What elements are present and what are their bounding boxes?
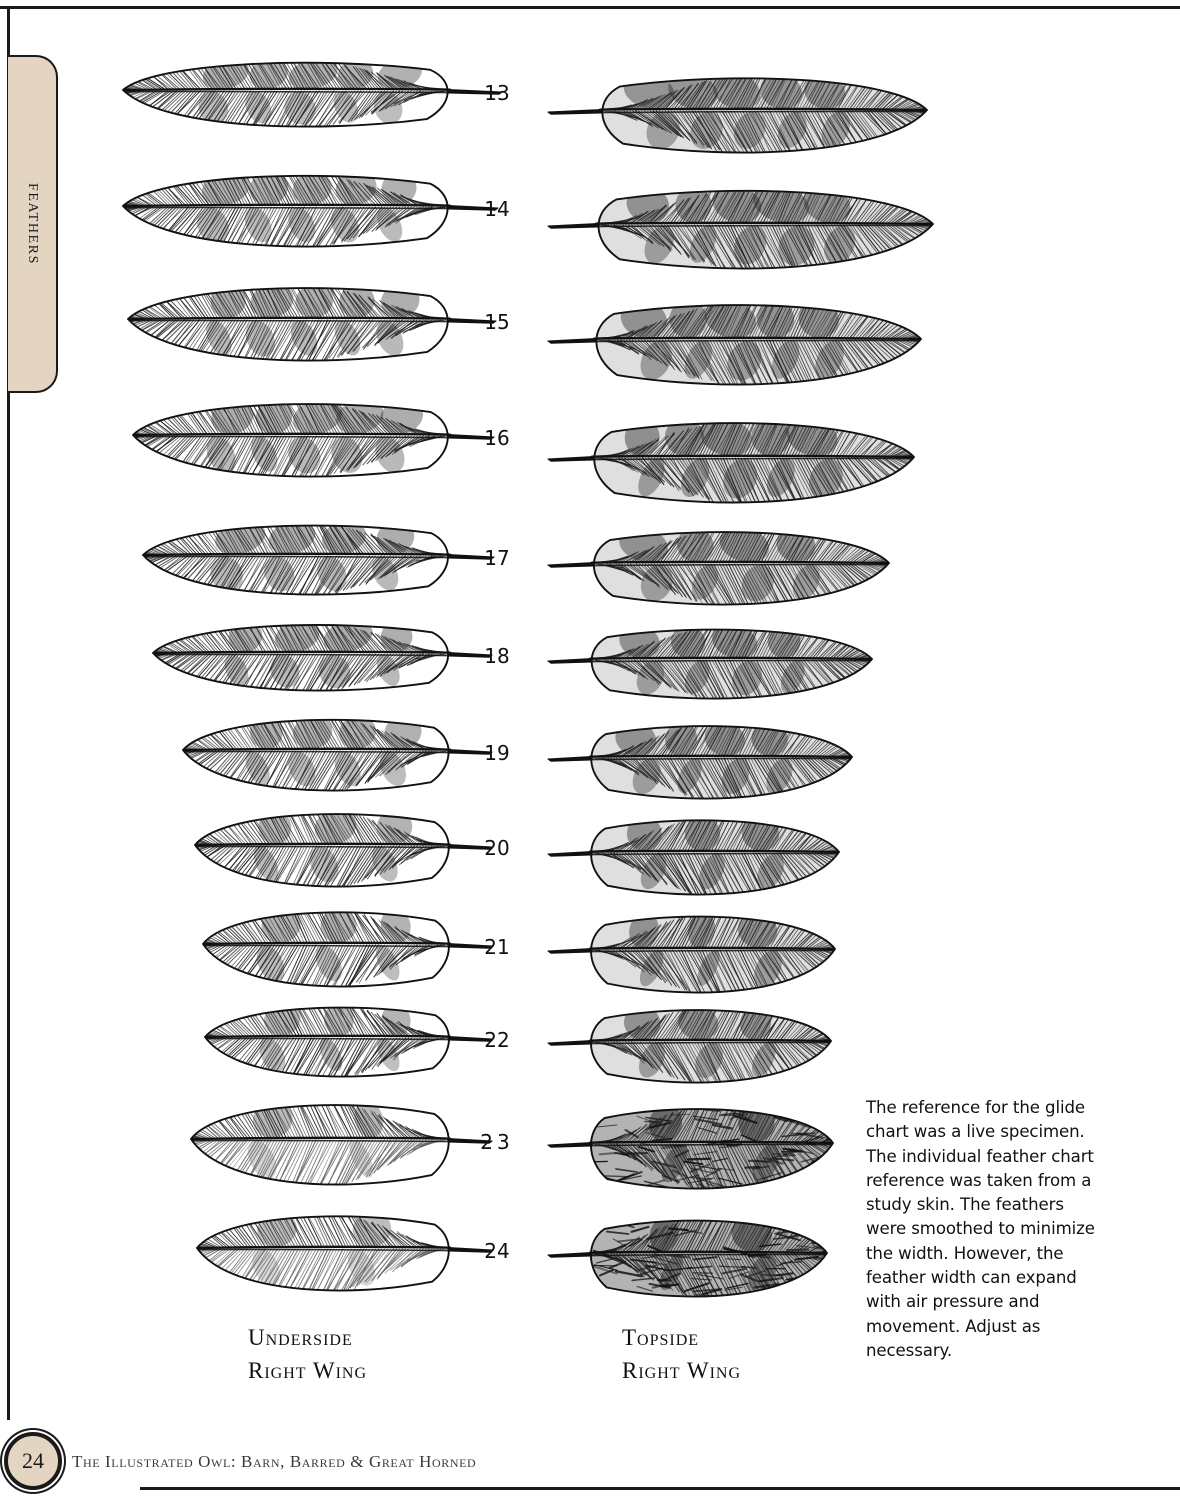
feather-number-13: 13: [484, 81, 510, 105]
feather-topside-24: [540, 1204, 830, 1307]
feather-topside-22: [540, 994, 834, 1093]
page-number-badge: [4, 1432, 62, 1490]
feather-number-17: 17: [484, 546, 510, 570]
section-tab-feathers[interactable]: [8, 55, 58, 393]
feather-underside-18: [150, 610, 500, 701]
feather-number-15: 15: [484, 310, 510, 334]
feather-underside-20: [192, 798, 500, 897]
feather-number-16: 16: [484, 426, 510, 450]
caption-topside-right-wing: [622, 1322, 741, 1387]
feather-underside-15: [125, 272, 504, 371]
feather-underside-24: [194, 1200, 500, 1301]
feather-underside-19: [180, 704, 500, 801]
feather-underside-17: [140, 510, 502, 605]
feather-underside-22: [202, 992, 500, 1087]
feather-number-18: 18: [484, 644, 510, 668]
feather-topside-18: [540, 614, 875, 709]
caption-underside-line1: Underside: [248, 1325, 353, 1350]
page-number: 24: [22, 1448, 44, 1473]
caption-underside-line2: Right Wing: [248, 1357, 368, 1383]
feather-topside-17: [540, 516, 892, 615]
caption-underside-right-wing: [248, 1322, 367, 1387]
page-border-top: [0, 6, 1180, 9]
feather-topside-20: [540, 804, 842, 905]
section-tab-label: FEATHERS: [25, 182, 41, 266]
feather-topside-23: [540, 1092, 836, 1199]
caption-topside-line1: Topside: [622, 1325, 700, 1350]
feather-number-20: 20: [484, 836, 510, 860]
feather-number-23: 23: [480, 1130, 514, 1154]
feather-number-14: 14: [484, 197, 510, 221]
feather-topside-21: [540, 900, 838, 1003]
feather-topside-19: [540, 710, 855, 809]
page-border-bottom: [140, 1487, 1180, 1490]
feather-number-19: 19: [484, 741, 510, 765]
reference-note: The reference for the glide chart was a live specimen. The individual feather chart reference was taken from a study skin. The feathers were smoothed to minimize the width. However, the feather width can expand with air pressure and movement. Adjust as necessary.: [866, 1098, 1095, 1360]
footer-book-title: The Illustrated Owl: Barn, Barred & Great Horned: [72, 1452, 477, 1471]
feather-chart: [110, 48, 950, 1328]
feather-topside-14: [540, 174, 936, 279]
feather-underside-16: [130, 388, 502, 487]
feather-number-24: 24: [484, 1239, 510, 1263]
feather-topside-16: [540, 406, 917, 513]
feather-topside-13: [540, 62, 930, 163]
caption-topside-line2: Right Wing: [622, 1357, 742, 1383]
feather-underside-13: [120, 48, 510, 137]
feather-topside-15: [540, 288, 924, 395]
feather-number-21: 21: [484, 935, 510, 959]
feather-number-22: 22: [484, 1028, 510, 1052]
feather-underside-14: [120, 160, 506, 257]
feather-underside-23: [188, 1088, 500, 1195]
feather-underside-21: [200, 896, 500, 997]
